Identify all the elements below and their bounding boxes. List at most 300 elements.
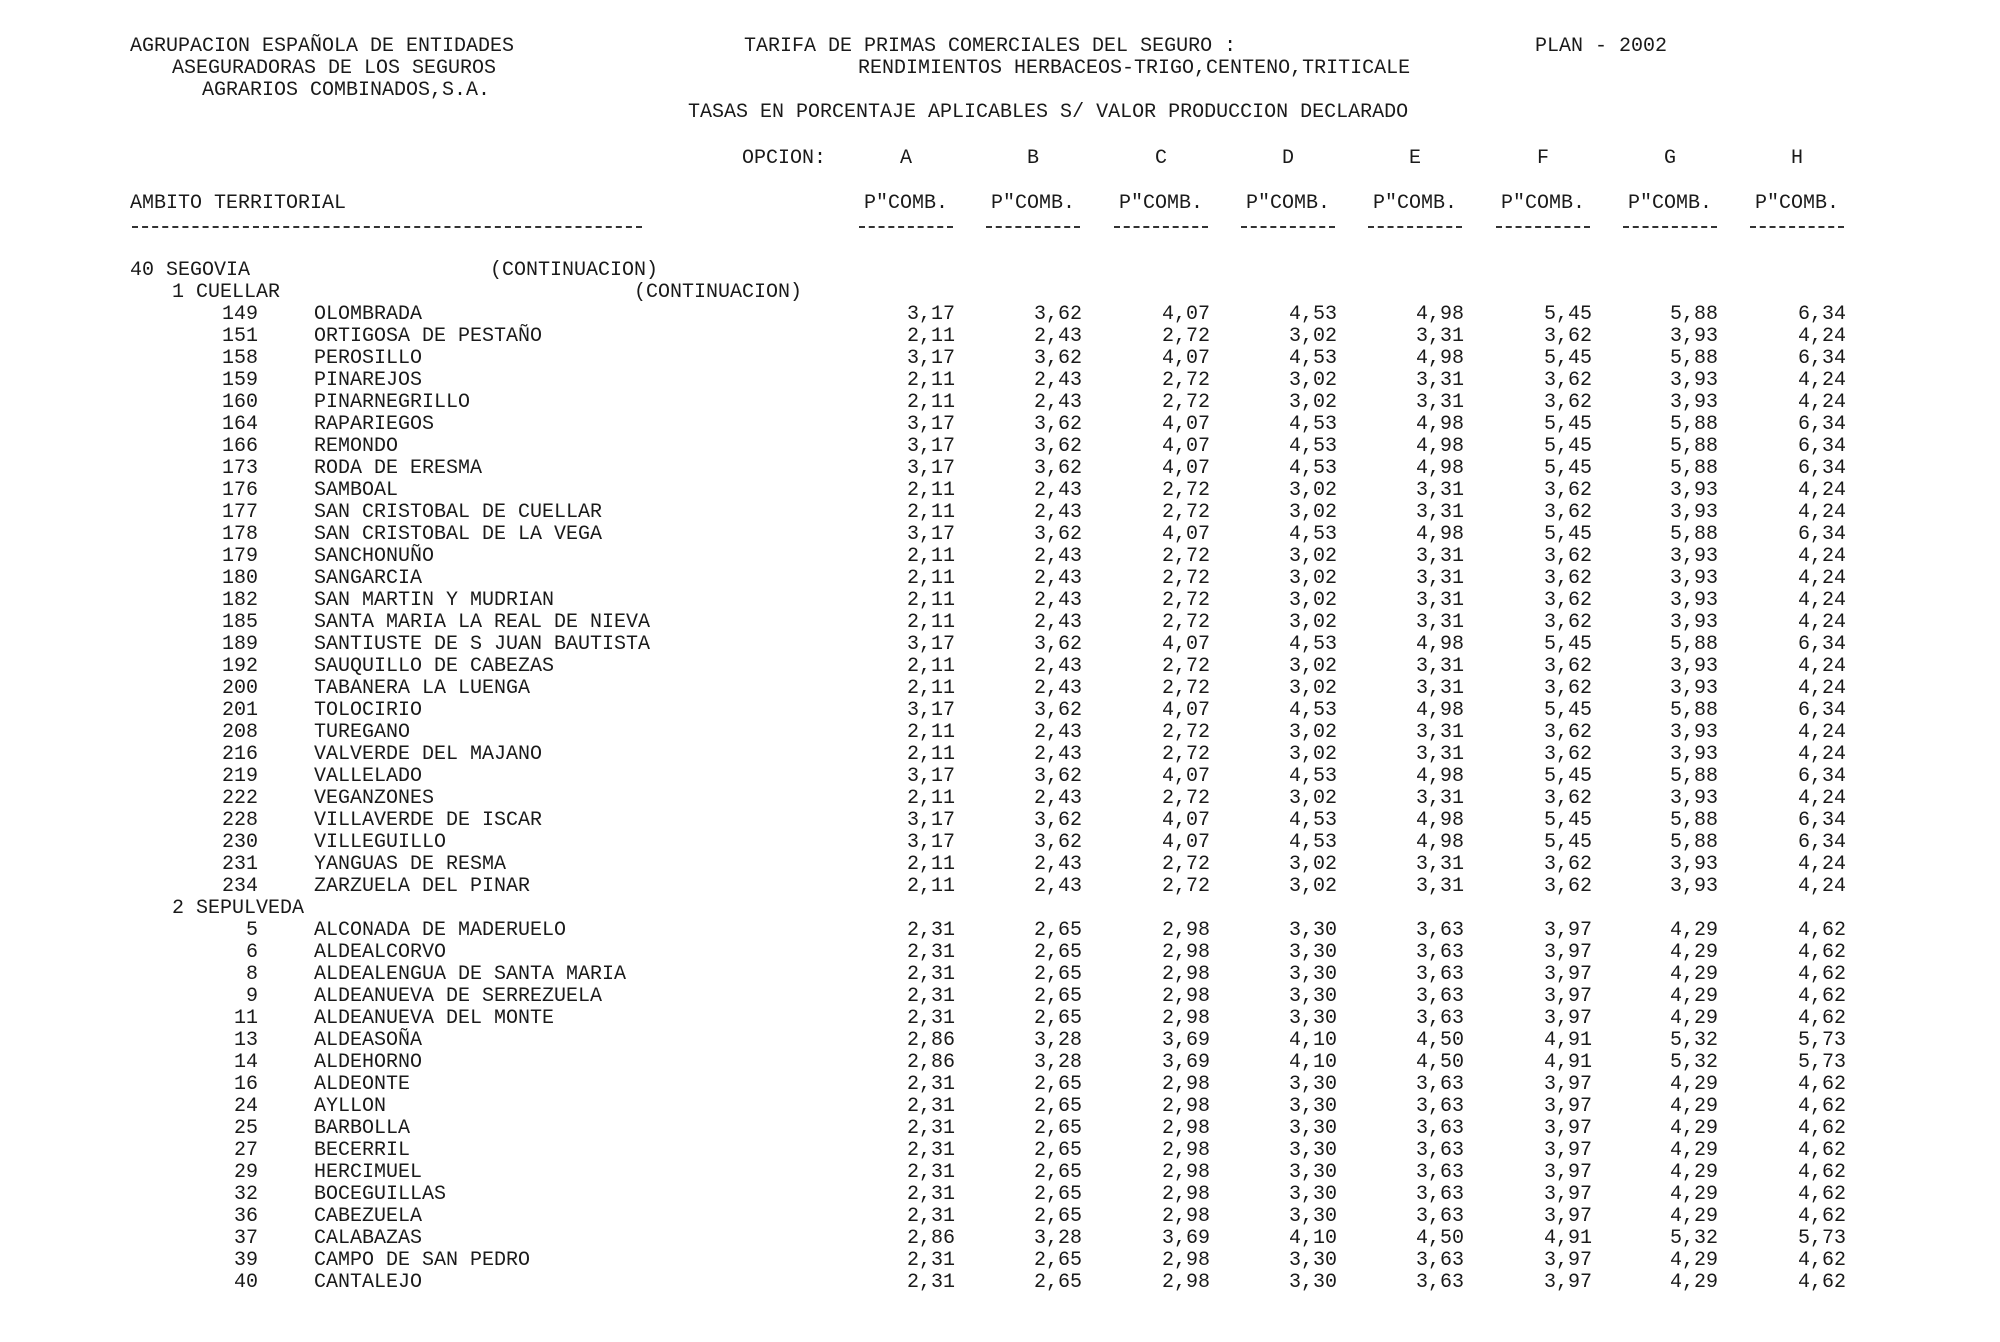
rate-d: 3,30 [1288,1271,1337,1294]
municipality-name: HERCIMUEL [314,1161,423,1184]
municipality-code: 32 [233,1183,258,1206]
rate-b: 3,62 [1033,633,1082,656]
rate-b: 2,65 [1033,1073,1082,1096]
rate-d: 3,02 [1288,545,1337,568]
option-c: C [1154,147,1167,170]
rate-b: 2,65 [1033,1117,1082,1140]
rate-h: 6,34 [1797,809,1846,832]
rate-b: 2,43 [1033,787,1082,810]
rate-e: 4,98 [1415,347,1464,370]
municipality-code: 177 [221,501,258,524]
municipality-code: 27 [233,1139,258,1162]
rate-h: 4,24 [1797,391,1846,414]
rate-c: 2,98 [1161,941,1210,964]
municipality-code: 178 [221,523,258,546]
rate-a: 2,86 [906,1051,955,1074]
municipality-name: TOLOCIRIO [314,699,423,722]
rate-g: 5,88 [1669,809,1718,832]
municipality-code: 37 [233,1227,258,1250]
rate-h: 4,24 [1797,369,1846,392]
rate-d: 3,02 [1288,501,1337,524]
rate-e: 3,63 [1415,1205,1464,1228]
rate-d: 3,02 [1288,611,1337,634]
rate-a: 2,11 [906,875,955,898]
underline-d [1241,226,1335,228]
rate-b: 3,62 [1033,457,1082,480]
rate-d: 3,30 [1288,1205,1337,1228]
rate-h: 6,34 [1797,457,1846,480]
rate-g: 4,29 [1669,985,1718,1008]
rate-g: 4,29 [1669,1183,1718,1206]
municipality-code: 36 [233,1205,258,1228]
municipality-code: 25 [233,1117,258,1140]
option-d: D [1281,147,1294,170]
rate-a: 2,31 [906,1271,955,1294]
municipality-name: OLOMBRADA [314,303,423,326]
rate-b: 3,62 [1033,831,1082,854]
underline-e [1368,226,1462,228]
rate-e: 4,98 [1415,831,1464,854]
rate-e: 3,31 [1415,875,1464,898]
rate-b: 2,43 [1033,369,1082,392]
rate-d: 4,10 [1288,1227,1337,1250]
municipality-name: BARBOLLA [314,1117,411,1140]
rate-d: 3,02 [1288,787,1337,810]
rate-b: 2,43 [1033,853,1082,876]
rate-c: 4,07 [1161,809,1210,832]
rate-c: 2,72 [1161,369,1210,392]
rate-h: 4,62 [1797,963,1846,986]
rate-a: 2,31 [906,1073,955,1096]
rate-a: 2,11 [906,567,955,590]
ambito-label: AMBITO TERRITORIAL [130,192,347,215]
rate-d: 3,30 [1288,1073,1337,1096]
rate-g: 4,29 [1669,1249,1718,1272]
rate-d: 4,10 [1288,1029,1337,1052]
rate-c: 4,07 [1161,633,1210,656]
rate-e: 3,31 [1415,853,1464,876]
rate-f: 3,62 [1543,589,1592,612]
rate-e: 3,31 [1415,677,1464,700]
rate-d: 3,02 [1288,391,1337,414]
rate-g: 3,93 [1669,567,1718,590]
rate-f: 3,62 [1543,391,1592,414]
rate-h: 4,62 [1797,1249,1846,1272]
rate-d: 4,53 [1288,303,1337,326]
rate-g: 5,88 [1669,699,1718,722]
rate-c: 2,72 [1161,567,1210,590]
municipality-name: PEROSILLO [314,347,423,370]
option-b: B [1026,147,1039,170]
rate-a: 2,11 [906,743,955,766]
rate-b: 3,62 [1033,435,1082,458]
rate-e: 3,31 [1415,655,1464,678]
org-line-3: AGRARIOS COMBINADOS,S.A. [202,79,491,102]
municipality-code: 8 [245,963,258,986]
municipality-code: 39 [233,1249,258,1272]
rate-f: 3,62 [1543,677,1592,700]
rate-b: 2,65 [1033,1161,1082,1184]
municipality-name: CANTALEJO [314,1271,423,1294]
rate-e: 4,98 [1415,413,1464,436]
rate-f: 3,97 [1543,1117,1592,1140]
rate-g: 3,93 [1669,325,1718,348]
rate-d: 4,53 [1288,633,1337,656]
rate-h: 4,62 [1797,1161,1846,1184]
rate-d: 4,10 [1288,1051,1337,1074]
rate-a: 3,17 [906,809,955,832]
municipality-code: 219 [221,765,258,788]
underline-f [1496,226,1590,228]
rate-g: 5,32 [1669,1051,1718,1074]
rate-c: 3,69 [1161,1227,1210,1250]
municipality-code: 230 [221,831,258,854]
rate-f: 4,91 [1543,1227,1592,1250]
rate-h: 4,62 [1797,1139,1846,1162]
rate-d: 4,53 [1288,457,1337,480]
rate-a: 2,31 [906,1095,955,1118]
rate-c: 4,07 [1161,457,1210,480]
rate-f: 5,45 [1543,765,1592,788]
rate-f: 3,62 [1543,567,1592,590]
municipality-code: 14 [233,1051,258,1074]
rate-f: 3,62 [1543,325,1592,348]
municipality-code: 158 [221,347,258,370]
rate-f: 5,45 [1543,831,1592,854]
rate-g: 4,29 [1669,1161,1718,1184]
title-line-1: TARIFA DE PRIMAS COMERCIALES DEL SEGURO : [744,35,1237,58]
option-a: A [899,147,912,170]
rate-f: 3,97 [1543,1007,1592,1030]
municipality-code: 208 [221,721,258,744]
municipality-code: 182 [221,589,258,612]
rate-d: 3,30 [1288,1183,1337,1206]
municipality-name: CAMPO DE SAN PEDRO [314,1249,531,1272]
rate-d: 4,53 [1288,435,1337,458]
municipality-name: SAN CRISTOBAL DE CUELLAR [314,501,603,524]
rate-c: 2,72 [1161,391,1210,414]
comb-header-c: P"COMB. [1118,192,1203,215]
rate-h: 4,62 [1797,985,1846,1008]
rate-g: 4,29 [1669,1095,1718,1118]
rate-d: 3,02 [1288,479,1337,502]
municipality-name: VALLELADO [314,765,423,788]
rate-h: 4,24 [1797,589,1846,612]
rate-c: 2,98 [1161,1249,1210,1272]
municipality-name: ALDEANUEVA DEL MONTE [314,1007,555,1030]
rate-b: 3,62 [1033,347,1082,370]
municipality-name: ALDEHORNO [314,1051,423,1074]
rate-f: 3,97 [1543,1095,1592,1118]
rate-f: 3,62 [1543,721,1592,744]
rate-h: 4,62 [1797,1183,1846,1206]
rate-c: 2,98 [1161,1139,1210,1162]
title-line-2: RENDIMIENTOS HERBACEOS-TRIGO,CENTENO,TRITICALE [858,57,1411,80]
rate-a: 2,11 [906,479,955,502]
rate-a: 2,86 [906,1227,955,1250]
rate-e: 3,31 [1415,369,1464,392]
rate-b: 2,43 [1033,391,1082,414]
rate-e: 3,31 [1415,743,1464,766]
rate-c: 4,07 [1161,303,1210,326]
rate-b: 2,65 [1033,1183,1082,1206]
rate-c: 4,07 [1161,765,1210,788]
rate-g: 4,29 [1669,1073,1718,1096]
rate-b: 2,43 [1033,655,1082,678]
plan-label: PLAN - 2002 [1535,35,1668,58]
rate-e: 3,31 [1415,721,1464,744]
municipality-name: VILLEGUILLO [314,831,447,854]
rate-d: 3,30 [1288,1249,1337,1272]
rate-a: 3,17 [906,435,955,458]
rate-g: 4,29 [1669,941,1718,964]
rate-b: 3,62 [1033,765,1082,788]
underline-g [1623,226,1717,228]
rate-g: 3,93 [1669,721,1718,744]
rate-a: 2,11 [906,721,955,744]
municipality-code: 159 [221,369,258,392]
rate-f: 3,97 [1543,985,1592,1008]
rate-c: 4,07 [1161,831,1210,854]
rate-b: 2,65 [1033,1205,1082,1228]
rate-g: 3,93 [1669,589,1718,612]
rate-e: 3,63 [1415,1117,1464,1140]
ambito-underline [132,226,642,228]
rate-a: 2,31 [906,1249,955,1272]
municipality-code: 234 [221,875,258,898]
rate-c: 4,07 [1161,435,1210,458]
rate-g: 3,93 [1669,545,1718,568]
rate-e: 4,98 [1415,765,1464,788]
rate-e: 4,50 [1415,1029,1464,1052]
rate-h: 4,24 [1797,655,1846,678]
rate-h: 6,34 [1797,831,1846,854]
org-line-1: AGRUPACION ESPAÑOLA DE ENTIDADES [130,35,515,58]
municipality-code: 9 [245,985,258,1008]
rate-c: 2,72 [1161,545,1210,568]
rate-e: 3,31 [1415,501,1464,524]
rate-a: 2,31 [906,1139,955,1162]
rate-c: 2,72 [1161,677,1210,700]
rate-h: 4,24 [1797,721,1846,744]
rate-f: 3,97 [1543,1183,1592,1206]
comb-header-d: P"COMB. [1245,192,1330,215]
rate-g: 3,93 [1669,501,1718,524]
rate-a: 2,11 [906,369,955,392]
rate-h: 6,34 [1797,435,1846,458]
underline-c [1114,226,1208,228]
rate-h: 6,34 [1797,765,1846,788]
rate-g: 5,88 [1669,303,1718,326]
rate-d: 3,02 [1288,677,1337,700]
rate-c: 2,98 [1161,1007,1210,1030]
rate-b: 3,28 [1033,1029,1082,1052]
rate-b: 2,65 [1033,1007,1082,1030]
comarca-note: (CONTINUACION) [634,281,803,304]
province-note: (CONTINUACION) [490,259,659,282]
option-f: F [1536,147,1549,170]
rate-a: 3,17 [906,457,955,480]
rate-b: 3,62 [1033,413,1082,436]
rate-h: 4,62 [1797,941,1846,964]
rate-h: 6,34 [1797,413,1846,436]
rate-f: 3,97 [1543,1271,1592,1294]
rate-c: 4,07 [1161,413,1210,436]
rate-a: 3,17 [906,347,955,370]
rate-e: 3,31 [1415,611,1464,634]
rate-b: 3,62 [1033,523,1082,546]
rate-a: 2,31 [906,985,955,1008]
comarca-label: 2 SEPULVEDA [172,897,305,920]
municipality-name: TUREGANO [314,721,411,744]
province-label: 40 SEGOVIA [130,259,251,282]
municipality-code: 164 [221,413,258,436]
municipality-code: 179 [221,545,258,568]
rate-a: 2,86 [906,1029,955,1052]
rate-h: 5,73 [1797,1029,1846,1052]
rate-g: 3,93 [1669,479,1718,502]
rate-c: 2,98 [1161,985,1210,1008]
rate-a: 3,17 [906,699,955,722]
rate-e: 3,63 [1415,1007,1464,1030]
rate-e: 3,31 [1415,391,1464,414]
rate-g: 3,93 [1669,875,1718,898]
rate-e: 4,50 [1415,1227,1464,1250]
rate-f: 3,97 [1543,1249,1592,1272]
rate-g: 5,88 [1669,765,1718,788]
comb-header-a: P"COMB. [863,192,948,215]
rate-c: 2,98 [1161,963,1210,986]
rate-f: 5,45 [1543,413,1592,436]
rate-d: 3,30 [1288,1095,1337,1118]
rate-c: 2,98 [1161,1095,1210,1118]
rate-b: 3,28 [1033,1051,1082,1074]
rate-c: 2,72 [1161,325,1210,348]
rate-b: 2,65 [1033,1271,1082,1294]
rate-d: 3,30 [1288,1139,1337,1162]
rate-h: 4,62 [1797,919,1846,942]
rate-f: 3,62 [1543,787,1592,810]
rate-h: 4,24 [1797,875,1846,898]
municipality-name: PINARNEGRILLO [314,391,471,414]
rate-g: 3,93 [1669,655,1718,678]
rate-h: 4,24 [1797,567,1846,590]
rate-f: 3,62 [1543,853,1592,876]
rate-c: 2,72 [1161,501,1210,524]
municipality-code: 201 [221,699,258,722]
rate-h: 4,24 [1797,787,1846,810]
rate-d: 4,53 [1288,809,1337,832]
rate-e: 4,98 [1415,809,1464,832]
rate-a: 2,31 [906,1161,955,1184]
municipality-name: REMONDO [314,435,399,458]
rate-a: 2,31 [906,1183,955,1206]
rate-a: 2,11 [906,853,955,876]
rate-h: 4,24 [1797,545,1846,568]
rate-a: 3,17 [906,633,955,656]
rate-d: 3,02 [1288,853,1337,876]
rate-h: 5,73 [1797,1227,1846,1250]
org-line-2: ASEGURADORAS DE LOS SEGUROS [172,57,497,80]
rate-c: 4,07 [1161,699,1210,722]
rate-e: 3,31 [1415,325,1464,348]
rate-f: 5,45 [1543,523,1592,546]
comb-header-b: P"COMB. [990,192,1075,215]
rate-f: 3,62 [1543,743,1592,766]
rate-h: 5,73 [1797,1051,1846,1074]
municipality-name: ALDEALENGUA DE SANTA MARIA [314,963,627,986]
rate-f: 3,97 [1543,1205,1592,1228]
municipality-name: VALVERDE DEL MAJANO [314,743,543,766]
municipality-code: 176 [221,479,258,502]
rate-h: 4,24 [1797,677,1846,700]
rate-f: 3,62 [1543,875,1592,898]
rate-g: 5,32 [1669,1029,1718,1052]
rate-f: 3,97 [1543,1161,1592,1184]
rate-d: 3,30 [1288,1161,1337,1184]
rate-a: 2,31 [906,1117,955,1140]
rate-f: 5,45 [1543,457,1592,480]
rate-e: 4,98 [1415,699,1464,722]
rate-d: 3,30 [1288,1007,1337,1030]
municipality-code: 166 [221,435,258,458]
comb-header-g: P"COMB. [1627,192,1712,215]
rate-h: 4,62 [1797,1007,1846,1030]
municipality-code: 185 [221,611,258,634]
municipality-code: 222 [221,787,258,810]
municipality-code: 13 [233,1029,258,1052]
rate-e: 4,98 [1415,523,1464,546]
municipality-name: AYLLON [314,1095,387,1118]
rate-c: 2,98 [1161,1183,1210,1206]
rate-a: 3,17 [906,831,955,854]
municipality-name: ALDEANUEVA DE SERREZUELA [314,985,603,1008]
rate-a: 3,17 [906,413,955,436]
municipality-code: 180 [221,567,258,590]
rate-g: 3,93 [1669,391,1718,414]
rate-e: 3,31 [1415,589,1464,612]
rate-b: 2,43 [1033,501,1082,524]
municipality-name: BECERRIL [314,1139,411,1162]
municipality-code: 149 [221,303,258,326]
rate-a: 3,17 [906,765,955,788]
rate-b: 2,43 [1033,567,1082,590]
rate-b: 3,62 [1033,809,1082,832]
rate-g: 5,88 [1669,831,1718,854]
rate-b: 2,65 [1033,1249,1082,1272]
rate-f: 3,97 [1543,919,1592,942]
municipality-name: VILLAVERDE DE ISCAR [314,809,543,832]
municipality-code: 29 [233,1161,258,1184]
rate-f: 4,91 [1543,1051,1592,1074]
rate-e: 3,63 [1415,1271,1464,1294]
rate-h: 6,34 [1797,303,1846,326]
municipality-code: 192 [221,655,258,678]
rate-g: 3,93 [1669,677,1718,700]
rate-d: 3,02 [1288,743,1337,766]
municipality-name: SANGARCIA [314,567,423,590]
municipality-name: CABEZUELA [314,1205,423,1228]
rate-f: 3,62 [1543,611,1592,634]
rate-c: 3,69 [1161,1029,1210,1052]
rate-a: 2,11 [906,611,955,634]
municipality-name: BOCEGUILLAS [314,1183,447,1206]
rate-b: 2,65 [1033,1139,1082,1162]
municipality-name: YANGUAS DE RESMA [314,853,507,876]
rate-d: 4,53 [1288,413,1337,436]
rate-g: 4,29 [1669,919,1718,942]
rate-a: 2,31 [906,941,955,964]
